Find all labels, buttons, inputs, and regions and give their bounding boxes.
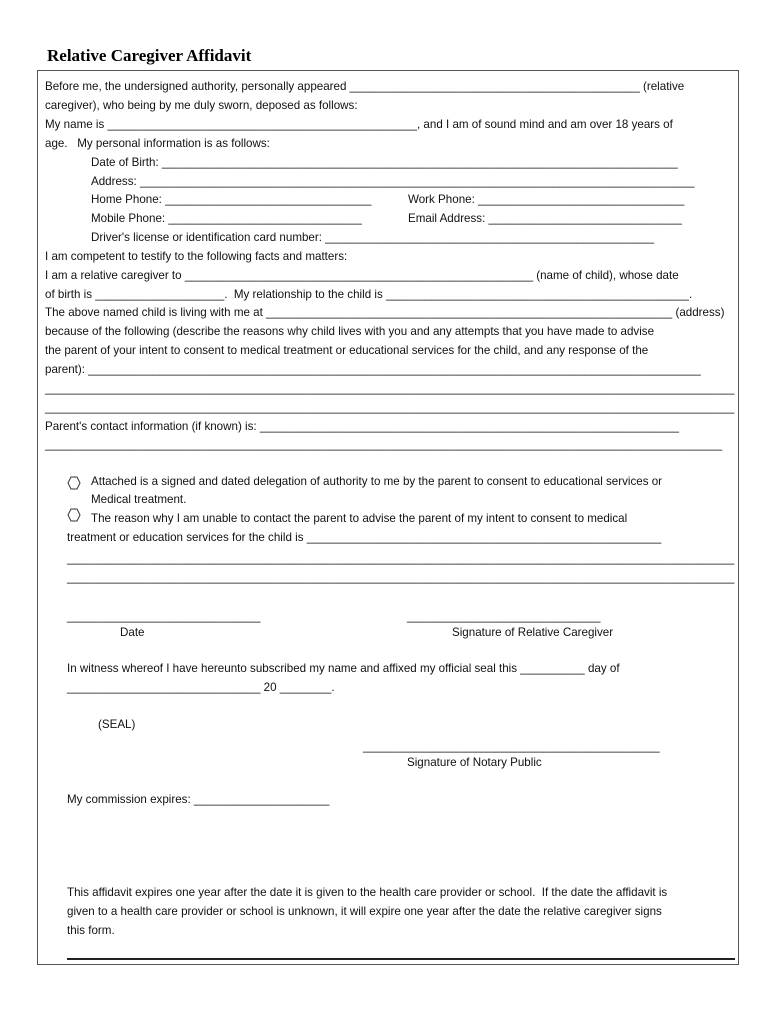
notary-signature-line: ______________________________________________: [363, 740, 660, 753]
line-sworn: caregiver), who being by me duly sworn, deposed as follows:: [45, 99, 358, 112]
line-reasons-1: because of the following (describe the reasons why child lives with you and any attempts that you have made to advise: [45, 325, 655, 338]
line-competent: I am competent to testify to the following facts and matters:: [45, 250, 348, 263]
line-reasons-2: the parent of your intent to consent to medical treatment or educational services for the child, and any response of the: [45, 344, 649, 357]
field-license-id: Driver's license or identification card number: ___________________________________________________: [91, 231, 655, 244]
line-appearance: Before me, the undersigned authority, personally appeared _____________________________________________ (relative: [45, 80, 685, 93]
blank-line: _________________________________________________________________________________________________________: [45, 438, 723, 451]
hexagon-radio-icon[interactable]: [67, 508, 81, 522]
field-home-phone: Home Phone: ________________________________: [91, 193, 372, 206]
caregiver-signature-label: Signature of Relative Caregiver: [452, 626, 614, 639]
line-reasons-3: parent): _______________________________________________________________________________________________: [45, 363, 701, 376]
document-title: Relative Caregiver Affidavit: [47, 46, 252, 65]
blank-line: ____________________________________________________________________________________________________________: [67, 552, 735, 565]
date-label: Date: [120, 626, 145, 639]
line-personal-info: age. My personal information is as follows:: [45, 137, 270, 150]
date-signature-line: ______________________________: [67, 610, 261, 623]
line-parent-contact: Parent's contact information (if known) is: _________________________________________________________________: [45, 420, 679, 433]
line-name: My name is ________________________________________________, and I am of sound mind and am over 18 years of: [45, 118, 673, 131]
line-caregiver-to: I am a relative caregiver to ______________________________________________________ (name of child), whose date: [45, 269, 679, 282]
hexagon-radio-icon[interactable]: [67, 476, 81, 490]
field-date-of-birth: Date of Birth: ________________________________________________________________________________: [91, 156, 678, 169]
option-reason-text-2: treatment or education services for the child is _______________________________________________________: [67, 531, 662, 544]
bottom-rule: [67, 958, 735, 960]
option-delegation-text: Attached is a signed and dated delegation of authority to me by the parent to consent to educational services or: [91, 475, 663, 488]
blank-line: ____________________________________________________________________________________________________________: [45, 382, 735, 395]
field-address: Address: ______________________________________________________________________________________: [91, 175, 695, 188]
option-reason-text: The reason why I am unable to contact the parent to advise the parent of my intent to consent to medical: [91, 512, 628, 525]
field-mobile-phone: Mobile Phone: ______________________________: [91, 212, 362, 225]
notary-signature-label: Signature of Notary Public: [407, 756, 542, 769]
commission-expires: My commission expires: _____________________: [67, 793, 330, 806]
line-living-address: The above named child is living with me at _______________________________________________________________ (address): [45, 306, 725, 319]
seal-label: (SEAL): [98, 718, 136, 731]
field-work-phone: Work Phone: ________________________________: [408, 193, 685, 206]
expiry-note-1: This affidavit expires one year after the date it is given to the health care provider or school. If the date the affidavit is: [67, 886, 668, 899]
caregiver-signature-line: ______________________________: [407, 610, 601, 623]
witness-date-line: ______________________________ 20 ________.: [67, 681, 335, 694]
expiry-note-2: given to a health care provider or school is unknown, it will expire one year after the date the relative caregiver signs: [67, 905, 662, 918]
field-email-address: Email Address: ______________________________: [408, 212, 682, 225]
blank-line: ____________________________________________________________________________________________________________: [45, 401, 735, 414]
expiry-note-3: this form.: [67, 924, 115, 937]
blank-line: ____________________________________________________________________________________________________________: [67, 571, 735, 584]
line-birth-relationship: of birth is ____________________. My relationship to the child is _______________________________________________.: [45, 288, 693, 301]
witness-line: In witness whereof I have hereunto subscribed my name and affixed my official seal this __________ day of: [67, 662, 620, 675]
option-delegation-text-2: Medical treatment.: [91, 493, 187, 506]
